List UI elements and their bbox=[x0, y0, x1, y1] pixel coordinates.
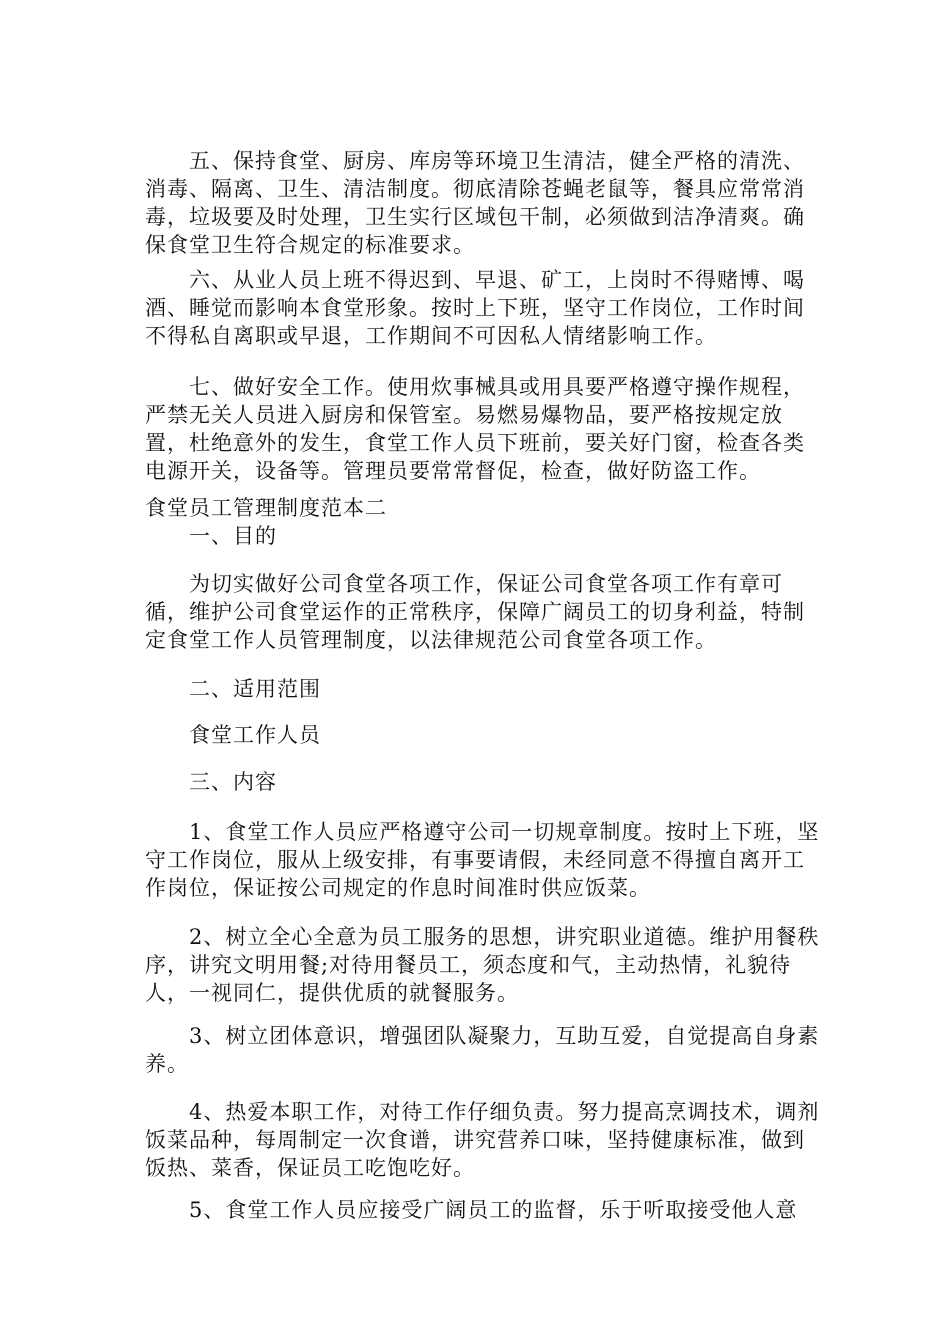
list-item-5: 5、食堂工作人员应接受广阔员工的监督，乐于听取接受他人意 bbox=[189, 1198, 798, 1222]
section-title: 食堂员工管理制度范本二 bbox=[145, 496, 387, 520]
paragraph-6: 六、从业人员上班不得迟到、早退、矿工，上岗时不得赌博、喝酒、睡觉而影响本食堂形象。按时上下班，坚守工作岗位，工作时间不得私自离职或早退，工作期间不可因私人情绪影响工作。 bbox=[145, 268, 805, 348]
heading-purpose: 一、目的 bbox=[189, 524, 277, 548]
paragraph-purpose: 为切实做好公司食堂各项工作，保证公司食堂各项工作有章可循，维护公司食堂运作的正常秩序，保障广阔员工的切身利益，特制定食堂工作人员管理制度，以法律规范公司食堂各项工作。 bbox=[145, 572, 805, 652]
heading-content: 三、内容 bbox=[189, 770, 277, 794]
list-item-4: 4、热爱本职工作，对待工作仔细负责。努力提高烹调技术，调剂饭菜品种，每周制定一次食谱，讲究营养口味，坚持健康标准，做到饭热、菜香，保证员工吃饱吃好。 bbox=[145, 1100, 820, 1180]
list-item-2: 2、树立全心全意为员工服务的思想，讲究职业道德。维护用餐秩序，讲究文明用餐;对待用餐员工，须态度和气，主动热情，礼貌待人，一视同仁，提供优质的就餐服务。 bbox=[145, 925, 820, 1005]
list-item-1: 1、食堂工作人员应严格遵守公司一切规章制度。按时上下班，坚守工作岗位，服从上级安排，有事要请假，未经同意不得擅自离开工作岗位，保证按公司规定的作息时间准时供应饭菜。 bbox=[145, 820, 820, 900]
paragraph-scope: 食堂工作人员 bbox=[189, 723, 321, 747]
list-item-3: 3、树立团体意识，增强团队凝聚力，互助互爱，自觉提高自身素养。 bbox=[145, 1024, 820, 1076]
paragraph-7: 七、做好安全工作。使用炊事械具或用具要严格遵守操作规程，严禁无关人员进入厨房和保管室。易燃易爆物品，要严格按规定放置，杜绝意外的发生，食堂工作人员下班前，要关好门窗，检查各类电源开关，设备等。管理员要常常督促，检查，做好防盗工作。 bbox=[145, 375, 805, 483]
paragraph-5: 五、保持食堂、厨房、库房等环境卫生清洁，健全严格的清洗、消毒、隔离、卫生、清洁制度。彻底清除苍蝇老鼠等，餐具应常常消毒，垃圾要及时处理，卫生实行区域包干制，必须做到洁净清爽。确保食堂卫生符合规定的标准要求。 bbox=[145, 149, 805, 257]
heading-scope: 二、适用范围 bbox=[189, 677, 321, 701]
